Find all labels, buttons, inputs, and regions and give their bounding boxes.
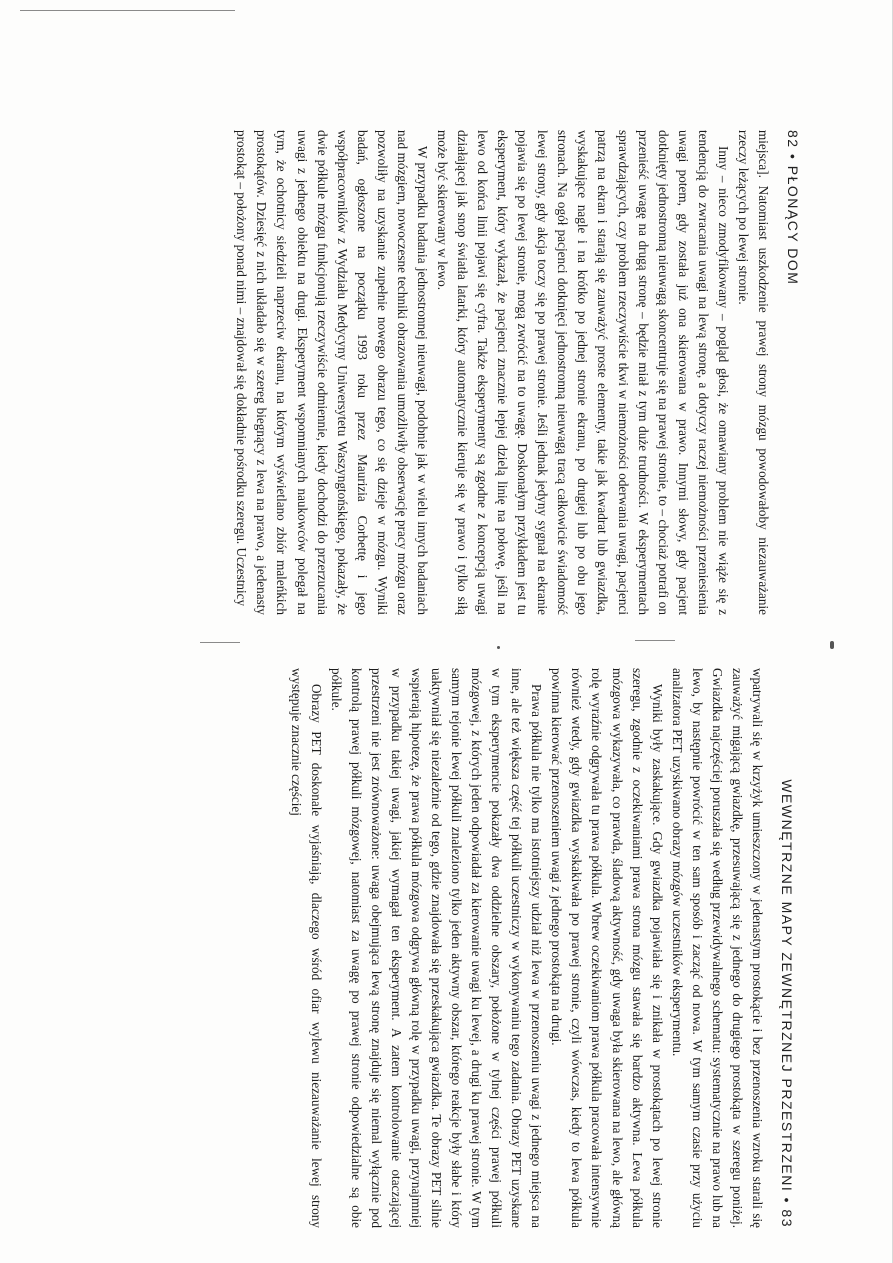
scan-line-top xyxy=(20,10,235,11)
gutter-dot xyxy=(830,641,834,649)
paragraph: Prawa półkula nie tylko ma istotniejszy udział niż lewa w przenoszeniu uwagi z jednego miejsca na inne, ale też większa część tej półkuli uczestniczy w wykonywaniu tego zadania. Obrazy PET uzyskane w tym eksperymencie pokazały dwa oddzielne obszary, położone w tylnej części prawej półkuli mózgowej, z których jeden odpowiadał za kierowanie uwagi ku lewej, a drugi ku prawej stronie. W tym samym rejonie lewej półkuli znaleziono tylko jeden aktywny obszar, którego reakcje były słabe i który uaktywniał się niezależnie od tego, gdzie znajdowała się przeskakująca gwiazdka. Te obrazy PET silnie wspierają hipotezę, że prawa półkula mózgowa odgrywa główną rolę w przypadku uwagi, przynajmniej w przypadku takiej uwagi, jakiej wymagał ten eksperyment. A zatem kontrolowanie otaczającej przestrzeni nie jest zrównoważone: uwaga obejmująca lewą stronę znajduje się niemal wyłącznie pod kontrolą prawej półkuli mózgowej, natomiast za uwagę po prawej stronie odpowiedzialne są obie półkule. xyxy=(328,668,545,1228)
page-82 xyxy=(68,130,803,615)
paragraph: Wyniki były zaskakujące. Gdy gwiazdka pojawiała się i znikała w prostokątach po lewej stronie szeregu, zgodnie z oczekiwaniami prawa strona mózgu stawała się bardzo aktywna. Lewa półkula mózgowa wykazywała, co prawda, śladową aktywność, gdy uwaga była skierowana na lewo, ale główną rolę wyraźnie odgrywała tu prawa półkula. Wbrew oczekiwaniom prawa półkula pracowała intensywnie również wtedy, gdy gwiazdka wyskakiwała po prawej stronie, czyli wówczas, kiedy to lewa półkula powinna kierować przenoszeniem uwagi z jednego prostokąta na drugi. xyxy=(549,668,665,1228)
gutter-dot xyxy=(497,646,500,649)
body-text-82 xyxy=(231,130,773,615)
paragraph: W przypadku badania jednostronnej nieuwagi, podobnie jak w wielu innych badaniach nad mózgiem, nowoczesne techniki obrazowania umożliwiły obserwację pracy mózgu oraz pozwoliły na uzyskanie zupełnie nowego obrazu tego, co się dzieje w mózgu. Wyniki badań, ogłoszone na początku 1993 roku przez Maurizia Corbettę i jego współpracowników z Wydziału Medycyny Uniwersytetu Waszyngtońskiego, pokazały, że dwie półkule mózgu funkcjonują rzeczywiście odmiennie, kiedy dochodzi do przerzucania uwagi z jednego obiektu na drugi. Eksperyment wspomnianych naukowców polegał na tym, że ochotnicy siedzieli naprzeciw ekranu, na którym wyświetlano zbiór maleńkich prostokątów. Dziesięć z nich układało się w szereg biegnący z lewa na prawo, a jedenasty prostokąt – położony ponad nimi – znajdował się dokładnie pośrodku szeregu. Uczestnicy xyxy=(234,130,430,615)
paragraph: Obrazy PET doskonale wyjaśniają, dlaczego wśród ofiar wylewu niezauważanie lewej strony występuje znacznie częściej xyxy=(288,668,324,1228)
paragraph: Inny – nieco zmodyfikowany – pogląd głosi, że omawiany problem nie wiąże się z tendencją do zwracania uwagi na lewą stronę, a dotyczy raczej niemożności przeniesienia uwagi potem, gdy została już ona skierowana w prawo. Innymi słowy, gdy pacjent dotknięty jednostronną nieuwagą skoncentruje się na prawej stronie, to – chociaż potrafi on przenieść uwagę na drugą stronę – będzie miał z tym duże trudności. W eksperymentach sprawdzających, czy problem rzeczywiście tkwi w niemożności oderwania uwagi, pacjenci patrzą na ekran i starają się zauważyć proste elementy, takie jak kwadrat lub gwiazdka, wyskakujące nagle i na krótko po jednej stronie ekranu, po drugiej lub po obu jego stronach. Na ogół pacjenci dotknięci jednostronną nieuwagą tracą całkowicie świadomość lewej strony, gdy akcja toczy się po prawej stronie. Jeśli jednak jedyny sygnał na ekranie pojawia się po lewej stronie, mogą zwrócić na to uwagę. Doskonałym przykładem jest tu eksperyment, który wykazał, że pacjenci znacznie lepiej dzielą linię na połowę, jeśli na lewo od końca linii pojawi się cyfra. Także eksperymenty są zgodne z koncepcją uwagi działającej jak snop światła latarki, który automatycznie kieruje się w prawo i tylko siłą może być skierowany w lewo. xyxy=(435,130,731,615)
gutter-mark-right xyxy=(635,640,675,641)
body-text-83 xyxy=(286,668,768,1228)
gutter-mark-left xyxy=(200,642,240,643)
running-head-83: WEWNĘTRZNE MAPY ZEWNĘTRZNEJ PRZESTRZENI • 83 xyxy=(779,779,795,1228)
paragraph: wpatrywali się w krzyżyk umieszczony w jedenastym prostokącie i bez przenoszenia wzroku starali się zauważyć migającą gwiazdkę, przesuwającą się z jednego do drugiego prostokąta w szeregu poniżej. Gwiazdka najczęściej poruszała się według przewidywalnego schematu: systematycznie na prawo lub na lewo, by następnie powrócić w ten sam sposób i zacząć od nowa. W tym samym czasie przy użyciu analizatora PET uzyskiwano obrazy mózgów uczestników eksperymentu. xyxy=(669,668,765,1228)
running-head-82: 82 • PŁONĄCY DOM xyxy=(785,130,801,286)
paragraph: miejsca]. Natomiast uszkodzenie prawej strony mózgu powodowałoby niezauważanie rzeczy leżących po lewej stronie. xyxy=(735,130,771,615)
page-83 xyxy=(87,668,797,1228)
